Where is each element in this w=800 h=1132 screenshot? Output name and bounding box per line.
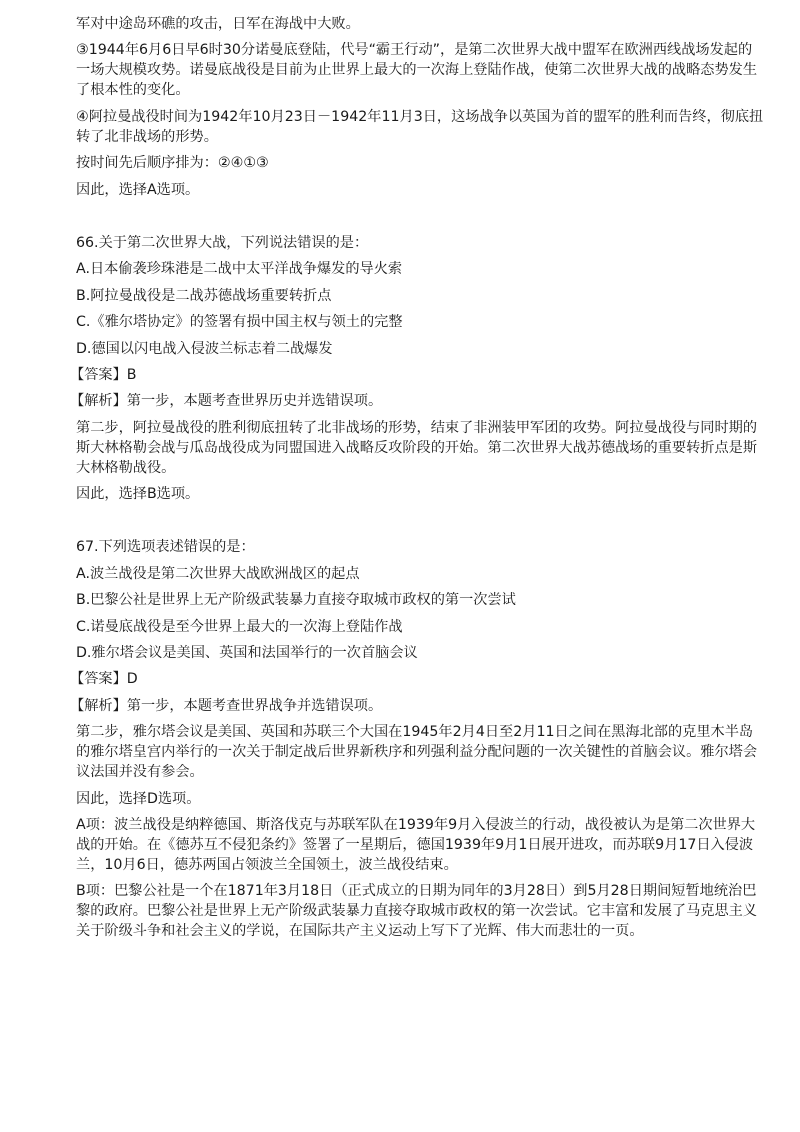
- conclusion-text: 因此，选择B选项。: [76, 486, 200, 503]
- analysis-step-1: 【解析】第一步，本题考查世界战争并选错误项。: [70, 697, 383, 714]
- option-d: D.雅尔塔会议是美国、英国和法国举行的一次首脑会议: [76, 645, 418, 662]
- conclusion-text: 因此，选择D选项。: [76, 790, 201, 807]
- option-b: B.阿拉曼战役是二战苏德战场重要转折点: [76, 287, 332, 304]
- answer-label: 【答案】D: [70, 671, 138, 688]
- conclusion-text: 因此，选择A选项。: [76, 181, 200, 198]
- question-stem: 66.关于第二次世界大战，下列说法错误的是：: [76, 234, 369, 251]
- analysis-step-2: 第二步，阿拉曼战役的胜利彻底扭转了北非战场的形势，结束了非洲装甲军团的攻势。阿拉曼战役与同时期的斯大林格勒会战与瓜岛战役成为同盟国进入战略反攻阶段的开始。第二次世界大战苏德战场的重要转折点是斯大林格勒战役。: [76, 419, 758, 476]
- document-page: [70, 14, 766, 948]
- option-a: A.波兰战役是第二次世界大战欧洲战区的起点: [76, 565, 360, 582]
- question-stem: 67.下列选项表述错误的是：: [76, 539, 255, 556]
- analysis-step-1: 【解析】第一步，本题考查世界历史并选错误项。: [70, 393, 383, 410]
- option-a: A.日本偷袭珍珠港是二战中太平洋战争爆发的导火索: [76, 261, 403, 278]
- answer-label: 【答案】B: [70, 366, 137, 383]
- order-text: 按时间先后顺序排为：②④①③: [76, 155, 269, 172]
- item-4-alamein: ④阿拉曼战役时间为1942年10月23日－1942年11月3日，这场战争以英国为首的盟军的胜利而告终，彻底扭转了北非战场的形势。: [76, 108, 764, 145]
- spacer: [76, 206, 766, 233]
- explanation-b: B项：巴黎公社是一个在1871年3月18日（正式成立的日期为同年的3月28日）到5月28日期间短暂地统治巴黎的政府。巴黎公社是世界上无产阶级武装暴力直接夺取城市政权的第一次尝试。它丰富和发展了马克思主义关于阶级斗争和社会主义的学说，在国际共产主义运动上写下了光辉、伟大而悲壮的一页。: [76, 883, 758, 940]
- explanation-a: A项：波兰战役是纳粹德国、斯洛伐克与苏联军队在1939年9月入侵波兰的行动，战役被认为是第二次世界大战的开始。在《德苏互不侵犯条约》签署了一星期后，德国1939年9月1日展开进攻，而苏联9月17日入侵波兰，10月6日，德苏两国占领波兰全国领土，波兰战役结束。: [76, 816, 756, 873]
- option-b: B.巴黎公社是世界上无产阶级武装暴力直接夺取城市政权的第一次尝试: [76, 592, 516, 609]
- option-d: D.德国以闪电战入侵波兰标志着二战爆发: [76, 340, 333, 357]
- analysis-step-2: 第二步，雅尔塔会议是美国、英国和苏联三个大国在1945年2月4日至2月11日之间在黑海北部的克里木半岛的雅尔塔皇宫内举行的一次关于制定战后世界新秩序和列强利益分配问题的一次关键性的首脑会议。雅尔塔会议法国并没有参会。: [76, 724, 758, 781]
- spacer: [76, 510, 766, 537]
- question-67: [70, 537, 766, 941]
- continuation-text: 军对中途岛环礁的攻击，日军在海战中大败。: [76, 16, 360, 32]
- option-c: C.《雅尔塔协定》的签署有损中国主权与领土的完整: [76, 314, 403, 331]
- question-66: [70, 233, 766, 504]
- option-c: C.诺曼底战役是至今世界上最大的一次海上登陆作战: [76, 618, 403, 635]
- item-3-normandy: ③1944年6月6日早6时30分诺曼底登陆，代号“霸王行动”，是第二次世界大战中盟军在欧洲西线战场发起的一场大规模攻势。诺曼底战役是目前为止世界上最大的一次海上登陆作战，使第二次世界大战的战略态势发生了根本性的变化。: [76, 42, 758, 99]
